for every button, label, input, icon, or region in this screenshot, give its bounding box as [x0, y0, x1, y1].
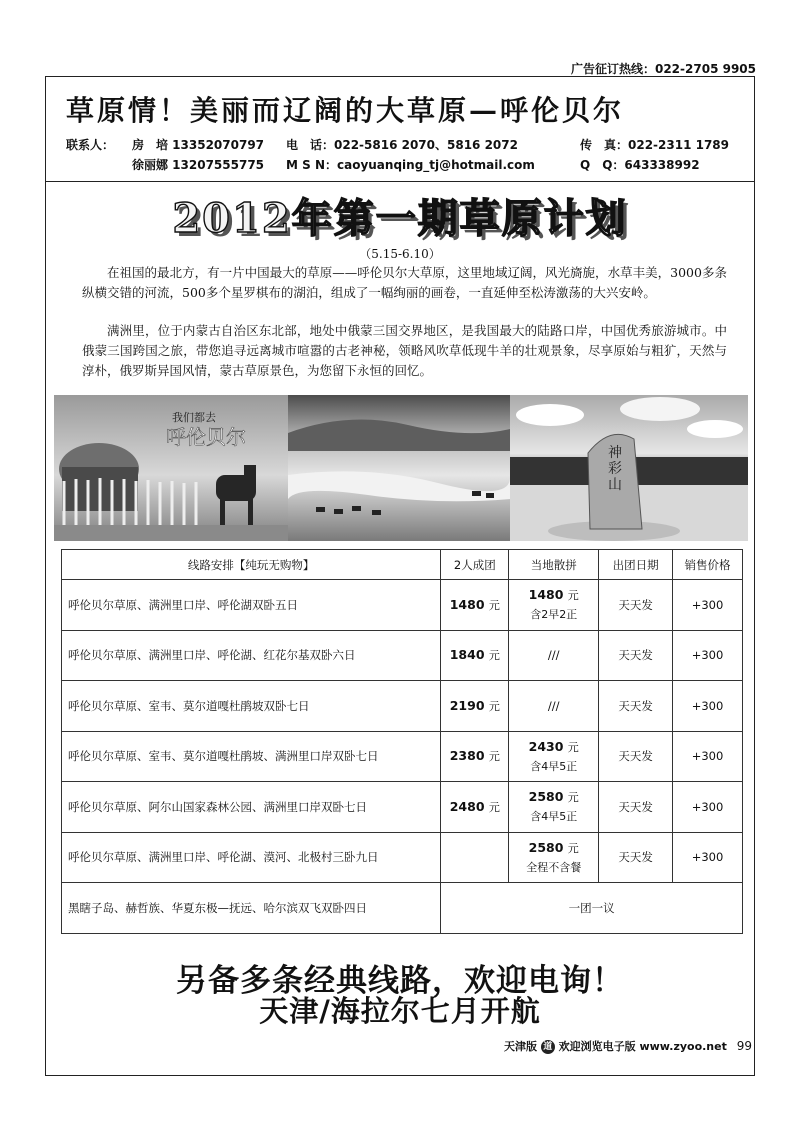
photo-caption-small: 我们都去 — [172, 411, 216, 424]
photo-caption-big: 呼伦贝尔 — [166, 425, 246, 449]
sale-price-cell: +300 — [673, 731, 743, 782]
departure-cell: 天天发 — [599, 782, 673, 833]
photo-yurt-horses — [54, 395, 288, 541]
sale-price-cell: +300 — [673, 832, 743, 883]
closing-line-1: 另备多条经典线路，欢迎电询！ — [176, 963, 624, 999]
local-price-cell: 2580 元 全程不含餐 — [509, 832, 599, 883]
local-price-cell: 1480 元 含2早2正 — [509, 580, 599, 631]
contact-person-2: 徐丽娜 13207555775 — [132, 158, 265, 172]
page-number: 99 — [736, 1039, 752, 1053]
sale-price-cell: +300 — [673, 580, 743, 631]
local-price-cell: /// — [509, 681, 599, 732]
route-cell: 黑瞎子岛、赫哲族、华夏东极—抚远、哈尔滨双飞双卧四日 — [62, 883, 441, 934]
sale-price-cell: +300 — [673, 782, 743, 833]
group-price-cell: 1840 元 — [441, 630, 509, 681]
table-row — [62, 832, 743, 883]
contact-msn: M S N：caoyuanqing_tj@hotmail.com — [286, 158, 535, 172]
group-price-cell: 1480 元 — [441, 580, 509, 631]
route-table-wrapper — [61, 549, 743, 934]
dao-badge-icon: 道 — [541, 1040, 555, 1054]
contact-fax: 传 真：022-2311 1789 — [580, 138, 730, 152]
route-cell: 呼伦贝尔草原、室韦、莫尔道嘎杜鹃坡双卧七日 — [62, 681, 441, 732]
header-group-price: 2人成团 — [441, 550, 509, 580]
footer-edition: 天津版 — [503, 1040, 537, 1053]
table-row — [62, 883, 743, 934]
table-row — [62, 681, 743, 732]
departure-cell: 天天发 — [599, 731, 673, 782]
table-row — [62, 782, 743, 833]
contact-label: 联系人： — [66, 138, 115, 152]
contact-qq: Q Q：643338992 — [580, 158, 700, 172]
route-price-table — [61, 549, 743, 934]
sale-price-cell: +300 — [673, 630, 743, 681]
yurt-fence-illustration — [54, 395, 288, 541]
contact-tel: 电 话：022-5816 2070、5816 2072 — [286, 138, 518, 152]
photo-grassland-river — [288, 395, 510, 541]
table-row — [62, 580, 743, 631]
departure-cell: 天天发 — [599, 832, 673, 883]
departure-cell: 天天发 — [599, 580, 673, 631]
monument-illustration — [510, 395, 748, 541]
table-row — [62, 731, 743, 782]
route-cell: 呼伦贝尔草原、满洲里口岸、呼伦湖双卧五日 — [62, 580, 441, 631]
departure-cell: 天天发 — [599, 630, 673, 681]
negotiable-cell: 一团一议 — [441, 883, 743, 934]
plan-dates: （5.15-6.10） — [359, 247, 441, 261]
departure-cell: 天天发 — [599, 681, 673, 732]
header-departure: 出团日期 — [599, 550, 673, 580]
group-price-cell: 2480 元 — [441, 782, 509, 833]
header-route: 线路安排【纯玩无购物】 — [62, 550, 441, 580]
route-cell: 呼伦贝尔草原、满洲里口岸、呼伦湖、红花尔基双卧六日 — [62, 630, 441, 681]
table-header-row — [62, 550, 743, 580]
contact-person-1: 房 培 13352070797 — [132, 138, 265, 152]
closing-line-2: 天津/海拉尔七月开航 — [259, 994, 541, 1028]
header-local-join: 当地散拼 — [509, 550, 599, 580]
ad-headline: 草原情！美丽而辽阔的大草原—呼伦贝尔 — [66, 94, 625, 127]
group-price-cell — [441, 832, 509, 883]
monument-inscription: 神彩山 — [608, 445, 622, 493]
route-cell: 呼伦贝尔草原、阿尔山国家森林公园、满洲里口岸双卧七日 — [62, 782, 441, 833]
header-sale-price: 销售价格 — [673, 550, 743, 580]
plan-title: 2012年第一期草原计划 — [172, 195, 628, 242]
page-footer — [504, 1038, 752, 1054]
ad-header — [46, 77, 754, 182]
ad-hotline: 广告征订热线：022-2705 9905 — [570, 62, 756, 76]
local-price-cell: 2580 元 含4早5正 — [509, 782, 599, 833]
photo-stone-monument — [510, 395, 748, 541]
ad-frame — [45, 76, 755, 1076]
intro-paragraph-2: 满洲里，位于内蒙古自治区东北部，地处中俄蒙三国交界地区，是我国最大的陆路口岸，中国优秀旅游城市。中俄蒙三国跨国之旅，带您追寻远离城市喧嚣的古老神秘，领略风吹草低现牛羊的壮观景象，尽享原始与粗犷，天然与淳朴，俄罗斯异国风情，蒙古草原景色，为您留下永恒的回忆。 — [82, 323, 727, 378]
group-price-cell: 2380 元 — [441, 731, 509, 782]
route-cell: 呼伦贝尔草原、室韦、莫尔道嘎杜鹃坡、满洲里口岸双卧七日 — [62, 731, 441, 782]
sale-price-cell: +300 — [673, 681, 743, 732]
local-price-cell: /// — [509, 630, 599, 681]
table-row — [62, 630, 743, 681]
intro-paragraph-1: 在祖国的最北方，有一片中国最大的草原——呼伦贝尔大草原，这里地域辽阔，风光旖旎，水草丰美，3000多条纵横交错的河流，500多个星罗棋布的湖泊，组成了一幅绚丽的画卷，一直延伸至松涛激荡的大兴安岭。 — [82, 265, 727, 300]
river-horses-illustration — [288, 395, 510, 541]
local-price-cell: 2430 元 含4早5正 — [509, 731, 599, 782]
group-price-cell: 2190 元 — [441, 681, 509, 732]
route-cell: 呼伦贝尔草原、满洲里口岸、呼伦湖、漠河、北极村三卧九日 — [62, 832, 441, 883]
footer-browse: 欢迎浏览电子版 www.zyoo.net — [558, 1040, 727, 1053]
photo-strip — [54, 395, 748, 541]
